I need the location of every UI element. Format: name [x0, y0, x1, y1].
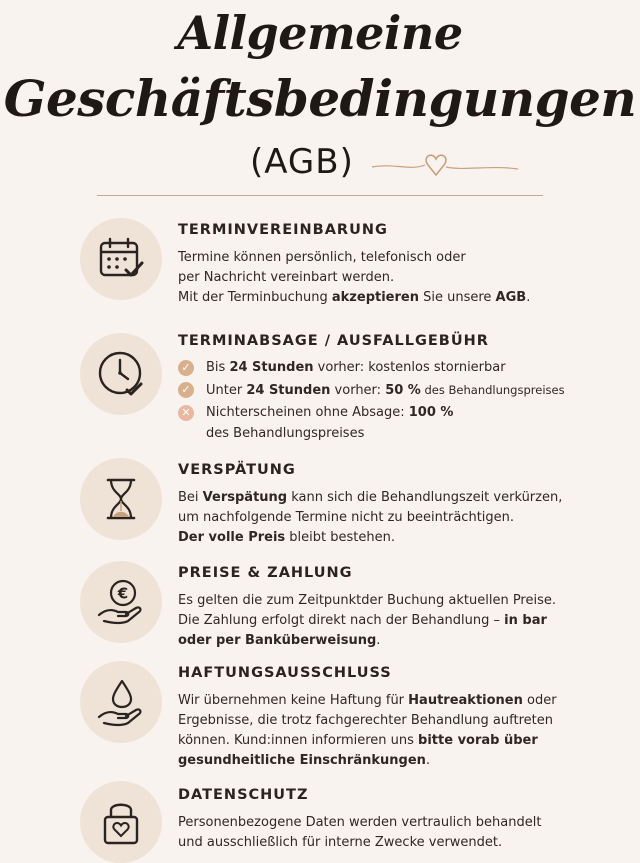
cross-icon: ✕	[178, 405, 194, 421]
text-bold: akzeptieren	[331, 290, 419, 305]
text-line	[178, 488, 618, 508]
text-bold: 24 Stunden	[229, 360, 314, 375]
body-verspaetung	[178, 488, 618, 548]
text-part: .	[376, 633, 381, 648]
heading-terminvereinbarung: TERMINVEREINBARUNG	[178, 222, 388, 238]
body-haftungsausschluss	[178, 691, 618, 771]
text-bold: AGB	[495, 290, 527, 305]
check-icon: ✓	[178, 360, 194, 376]
title-line-3: (AGB)	[250, 142, 354, 182]
list-item-continuation: des Behandlungspreises	[206, 426, 365, 441]
text-part: Unter	[206, 383, 247, 398]
text-line: Es gelten die zum Zeitpunktder Buchung aktuellen Preise.	[178, 593, 557, 608]
text-part: Bis	[206, 360, 230, 375]
text-part: Mit der Terminbuchung	[178, 290, 332, 305]
text-line: Termine können persönlich, telefonisch oder	[178, 250, 466, 265]
text-part: bleibt bestehen.	[285, 530, 395, 545]
list-item	[178, 357, 618, 379]
text-bold: 24 Stunden	[246, 383, 331, 398]
body-terminvereinbarung	[178, 248, 618, 308]
heading-haftungsausschluss: HAFTUNGSAUSSCHLUSS	[178, 665, 392, 681]
euro-hand-icon	[80, 561, 162, 643]
heading-datenschutz: DATENSCHUTZ	[178, 787, 309, 803]
calendar-check-icon	[80, 218, 162, 300]
drop-hand-icon	[80, 661, 162, 743]
fee-list	[178, 357, 618, 444]
list-item	[178, 402, 618, 424]
text-line: und ausschließlich für interne Zwecke verwendet.	[178, 835, 503, 850]
text-line: Personenbezogene Daten werden vertraulich behandelt	[178, 815, 542, 830]
text-part: .	[425, 753, 431, 768]
text-part: vorher:	[330, 383, 386, 398]
text-line	[178, 691, 618, 711]
body-datenschutz	[178, 813, 618, 853]
heading-verspaetung: VERSPÄTUNG	[178, 462, 296, 478]
text-part: Sie unsere	[418, 290, 496, 305]
title-line-1: Allgemeine	[177, 6, 463, 60]
text-bold: Hautreaktionen	[408, 693, 523, 708]
text-part: können. Kund:innen informieren uns	[178, 733, 419, 748]
lock-heart-icon	[80, 781, 162, 863]
title-divider	[97, 195, 543, 196]
text-bold: bitte vorab über	[418, 733, 538, 748]
text-part: .	[526, 290, 531, 305]
text-bold: oder per Banküberweisung	[178, 633, 377, 648]
text-part: Bei	[178, 490, 203, 505]
text-line: um nachfolgende Termine nicht zu beeinträchtigen.	[178, 510, 515, 525]
svg-text:€: €	[117, 584, 129, 603]
text-part: Die Zahlung erfolgt direkt nach der Behandlung –	[178, 613, 505, 628]
text-bold: Der volle Preis	[178, 530, 286, 545]
text-part: oder	[522, 693, 557, 708]
title-line-2: Geschäftsbedingungen	[3, 69, 637, 128]
text-part: vorher: kostenlos stornierbar	[313, 360, 506, 375]
text-bold: Verspätung	[202, 490, 288, 505]
body-preise-zahlung	[178, 591, 618, 651]
text-line	[178, 611, 618, 631]
text-line: Ergebnisse, die trotz fachgerechter Behandlung auftreten	[178, 713, 553, 728]
text-line: per Nachricht vereinbart werden.	[178, 270, 395, 285]
clock-check-icon	[80, 333, 162, 415]
text-line	[178, 631, 618, 651]
hourglass-icon	[80, 458, 162, 540]
text-part: Wir übernehmen keine Haftung für	[178, 693, 409, 708]
text-part: Nichterscheinen ohne Absage:	[206, 405, 409, 420]
text-bold: gesundheitliche Einschränkungen	[178, 753, 426, 768]
text-line	[178, 751, 618, 771]
list-item	[178, 379, 618, 402]
text-bold: in bar	[504, 613, 547, 628]
check-icon: ✓	[178, 382, 194, 398]
text-bold: 100 %	[408, 405, 454, 420]
heart-flourish-icon	[370, 145, 520, 185]
text-part: kann sich die Behandlungszeit verkürzen,	[287, 490, 563, 505]
text-line	[178, 528, 618, 548]
heading-preise-zahlung: PREISE & ZAHLUNG	[178, 565, 353, 581]
text-line	[178, 288, 618, 308]
heading-terminabsage: TERMINABSAGE / AUSFALLGEBÜHR	[178, 333, 489, 349]
text-bold: 50 %	[385, 383, 421, 398]
text-part: des Behandlungspreises	[420, 383, 565, 397]
text-line	[178, 731, 618, 751]
